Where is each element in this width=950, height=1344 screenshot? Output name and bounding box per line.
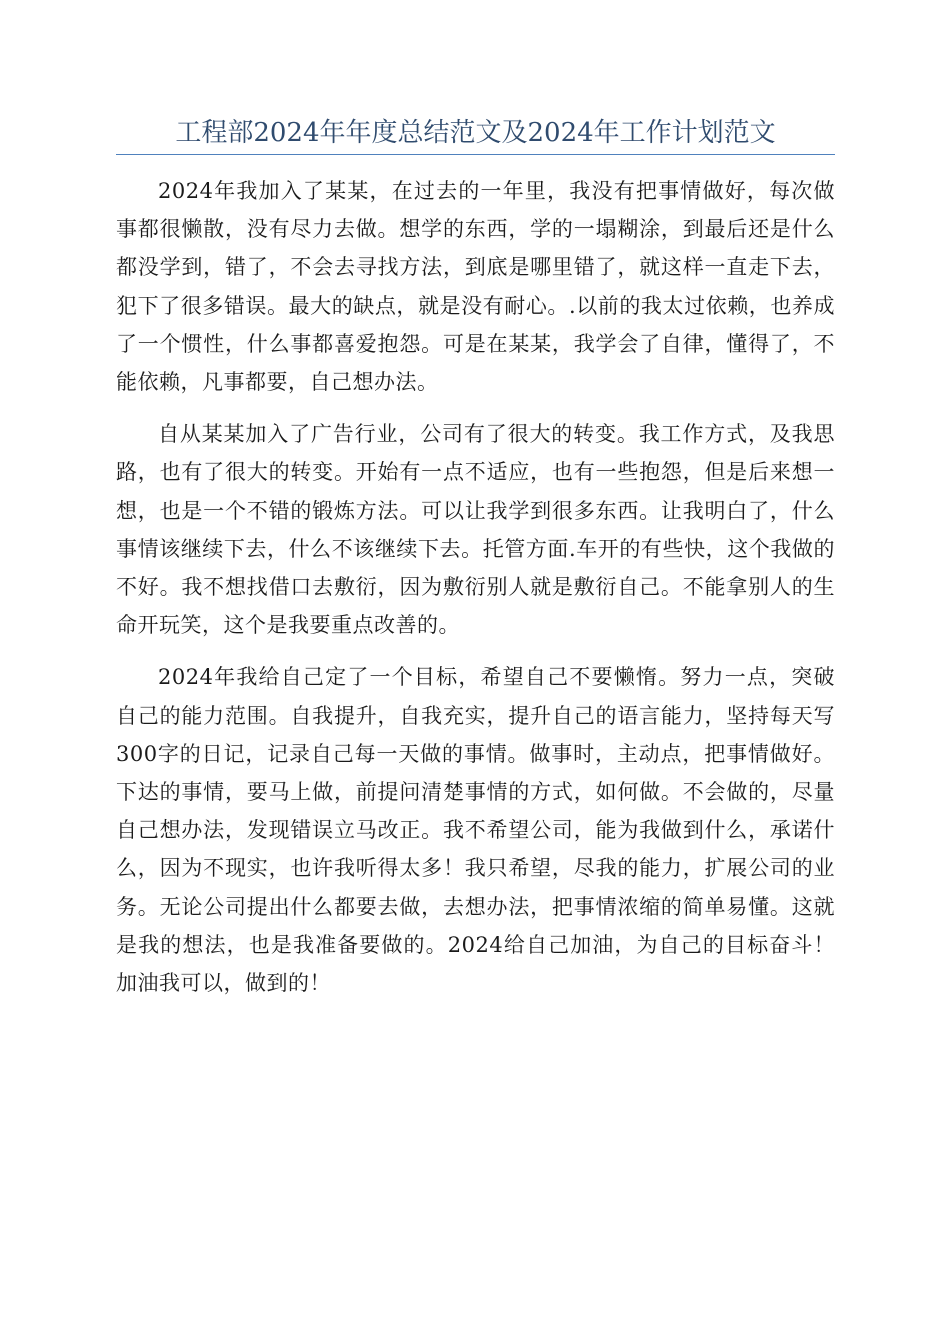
- paragraph-1: 2024年我加入了某某，在过去的一年里，我没有把事情做好，每次做事都很懒散，没有尽力去做。想学的东西，学的一塌糊涂，到最后还是什么都没学到，错了，不会去寻找方法，到底是哪里错了，就这样一直走下去，犯下了很多错误。最大的缺点，就是没有耐心。.以前的我太过依赖，也养成了一个惯性，什么事都喜爱抱怨。可是在某某，我学会了自律，懂得了，不能依赖，凡事都要，自己想办法。: [116, 179, 835, 395]
- document-body: [116, 172, 835, 1016]
- paragraph-2: 自从某某加入了广告行业，公司有了很大的转变。我工作方式，及我思路，也有了很大的转变。开始有一点不适应，也有一些抱怨，但是后来想一想，也是一个不错的锻炼方法。可以让我学到很多东西。让我明白了，什么事情该继续下去，什么不该继续下去。托管方面.车开的有些快，这个我做的不好。我不想找借口去敷衍，因为敷衍别人就是敷衍自己。不能拿别人的生命开玩笑，这个是我要重点改善的。: [116, 422, 835, 638]
- title-underline: [116, 154, 835, 155]
- page-title: 工程部2024年年度总结范文及2024年工作计划范文: [175, 118, 776, 148]
- paragraph-3: 2024年我给自己定了一个目标，希望自己不要懒惰。努力一点，突破自己的能力范围。自我提升，自我充实，提升自己的语言能力，坚持每天写300字的日记，记录自己每一天做的事情。做事时，主动点，把事情做好。下达的事情，要马上做，前提问清楚事情的方式，如何做。不会做的，尽量自己想办法，发现错误立马改正。我不希望公司，能为我做到什么，承诺什么，因为不现实，也许我听得太多！我只希望，尽我的能力，扩展公司的业务。无论公司提出什么都要去做，去想办法，把事情浓缩的简单易懂。这就是我的想法，也是我准备要做的。2024给自己加油，为自己的目标奋斗！加油我可以，做到的！: [116, 665, 835, 996]
